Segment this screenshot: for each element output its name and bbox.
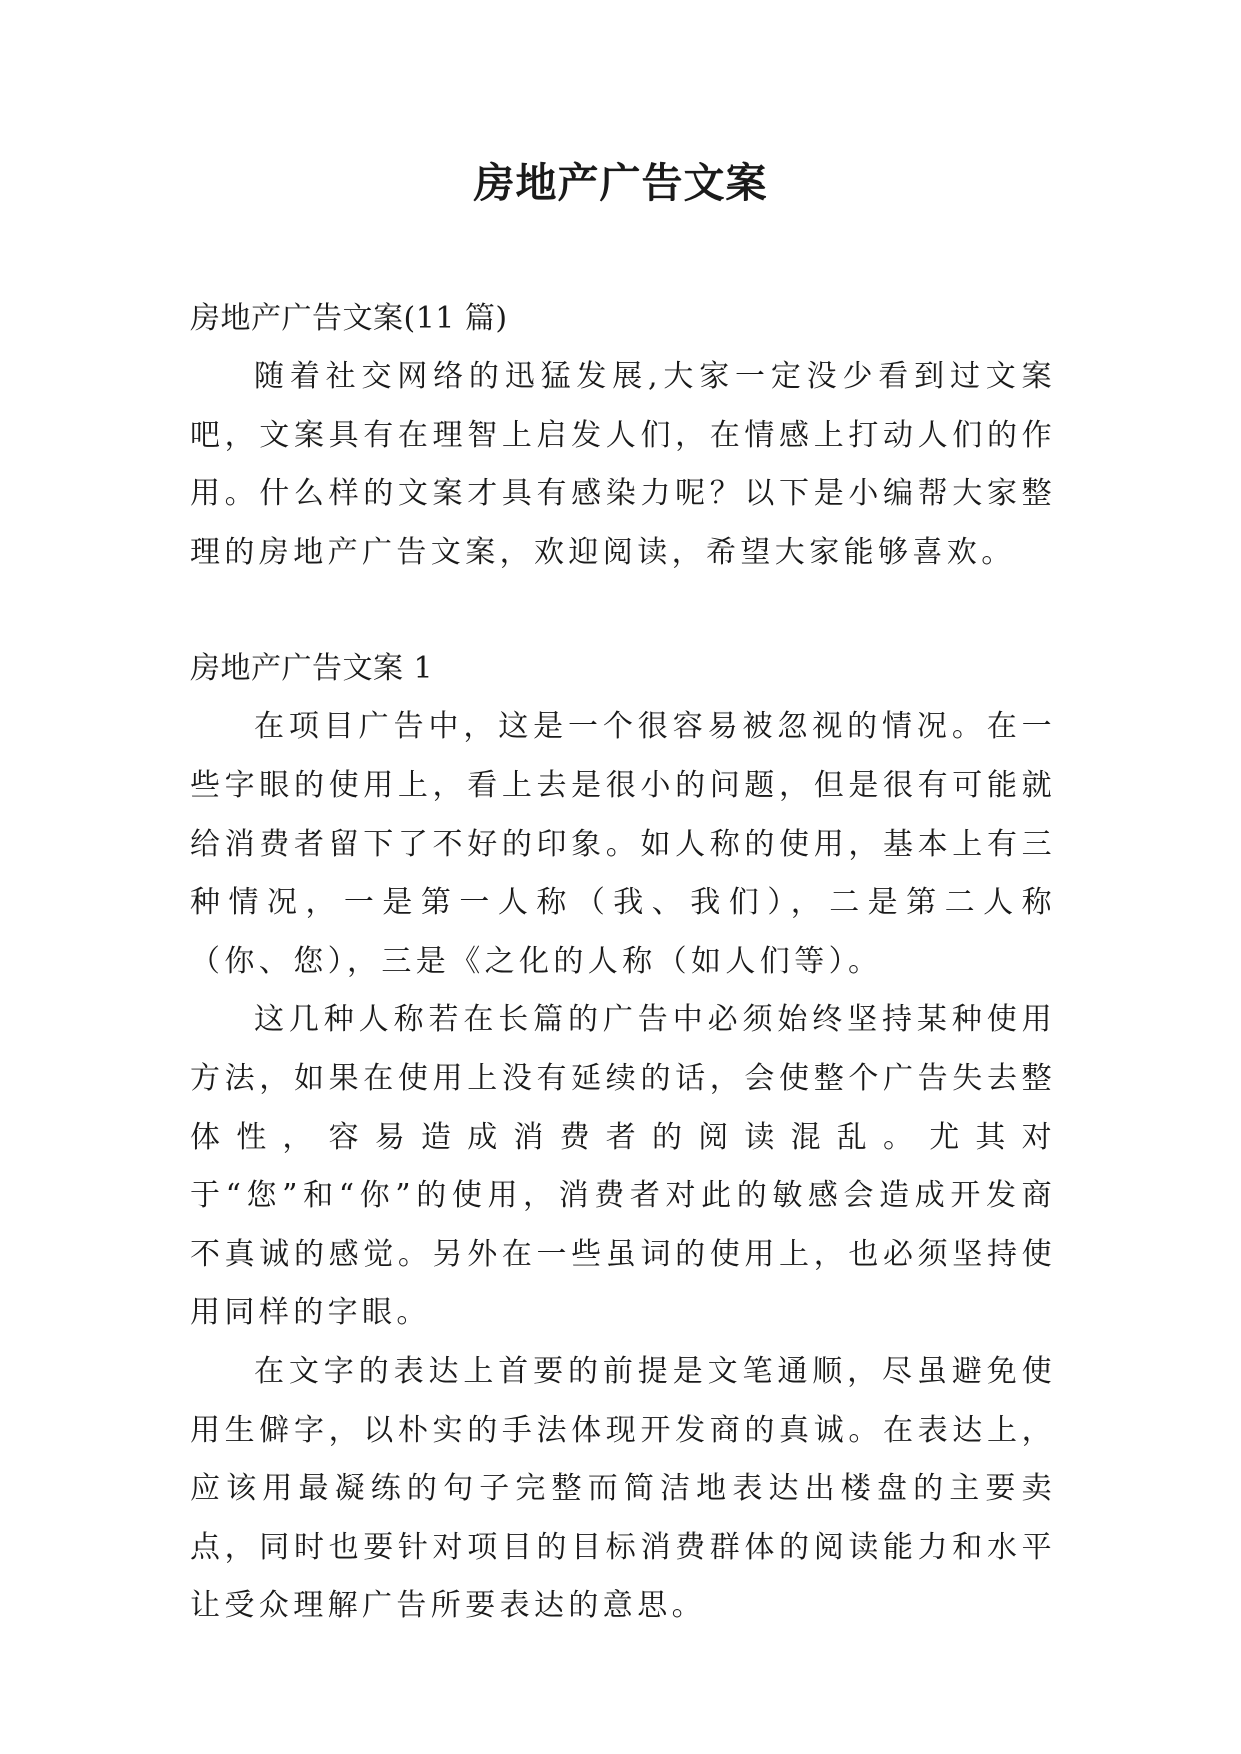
document-body [190, 290, 1056, 1636]
section-heading: 房地产广告文案 1 [190, 651, 434, 687]
document-title: 房地产广告文案 [473, 159, 768, 207]
intro-paragraph: 随着社交网络的迅猛发展,大家一定没少看到过文案吧，文案具有在理智上启发人们，在情感上打动人们的作用。什么样的文案才具有感染力呢？以下是小编帮大家整理的房地产广告文案，欢迎阅读，希望大家能够喜欢。 [190, 359, 1056, 570]
body-paragraph: 这几种人称若在长篇的广告中必须始终坚持某种使用方法，如果在使用上没有延续的话，会使整个广告失去整体性，容易造成消费者的阅读混乱。尤其对于“您”和“你”的使用，消费者对此的敏感会造成开发商不真诚的感觉。另外在一些虽词的使用上，也必须坚持使用同样的字眼。 [190, 1002, 1056, 1331]
body-paragraph: 在文字的表达上首要的前提是文笔通顺，尽虽避免使用生僻字，以朴实的手法体现开发商的真诚。在表达上，应该用最凝练的句子完整而简洁地表达出楼盘的主要卖点，同时也要针对项目的目标消费群体的阅读能力和水平让受众理解广告所要表达的意思。 [190, 1353, 1056, 1624]
body-paragraph: 在项目广告中，这是一个很容易被忽视的情况。在一些字眼的使用上，看上去是很小的问题，但是很有可能就给消费者留下了不好的印象。如人称的使用，基本上有三种情况，一是第一人称（我、我们），二是第二人称（你、您），三是《之化的人称（如人们等）。 [190, 709, 1056, 979]
document-subtitle: 房地产广告文案(11 篇) [190, 301, 508, 336]
section-spacer [190, 582, 1056, 640]
